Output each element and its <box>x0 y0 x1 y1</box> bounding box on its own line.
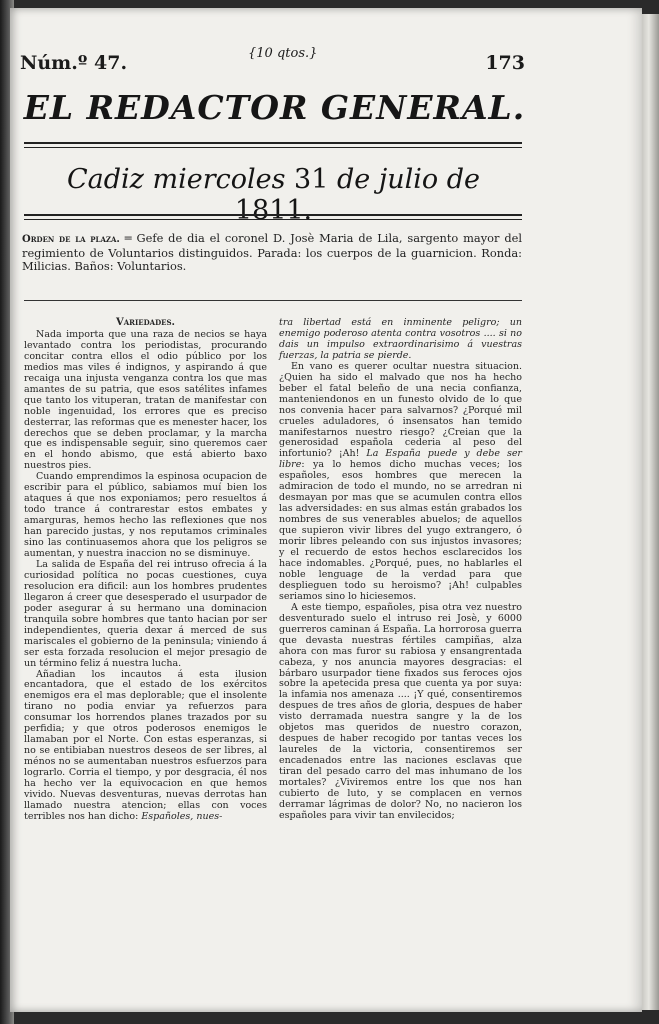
paragraph-text: : ya lo hemos dicho muchas veces; los españoles, esos hombres que merecen la admiracion de todo el mundo, no se arredran ni desmayan por mas que se acumulen contra ellos las adversidades: en sus almas están grabados los nombres de sus venerables abuelos; de aquellos que supieron vivir libres del yugo extrangero, ó morir libres peleando con sus injustos invasores; y el recuerdo de estos hechos esclarecidos los hace indomables. ¿Porqué, pues, no hablarles el noble lenguage de la verdad para que desplieguen todo su heroismo? ¡Ah! culpables seriamos sino lo hiciesemos. <box>279 459 522 602</box>
paragraph: La salida de España del rei intruso ofrecia á la curiosidad política no pocas cuestiones, cuya resolucion era dificil: aun los hombres prudentes llegaron á creer que desesperado el usurpador de poder asegurar á su hermano una dominacion tranquila sobre hombres que tanto hacian por ser independientes, queria dexar á merced de sus mariscales el gobierno de la peninsula; viniendo á ser esta forzada resolucion el mejor presagio de un término feliz á nuestra lucha. <box>24 558 267 669</box>
date-middle: de julio de <box>337 164 480 195</box>
paragraph: A este tiempo, españoles, pisa otra vez nuestro desventurado suelo el intruso rei Josè, y 6000 guerreros caminan á España. La horrorosa guerra que devasta nuestras fértiles campiñas, alza ahora con mas furor su rabiosa y ensangrentada cabeza, y nos anuncia mayores desgracias: el bárbaro usurpador tiene fixados sus feroces ojos sobre la apetecida presa que cuenta ya por suya: la infamia nos amenaza .... ¡Y qué, consentiremos despues de tres años de gloria, despues de haber visto derramada nuestra sangre y la de los objetos mas queridos de nuestro corazon, despues de haber recogido por tantas veces los laureles de la victoria, consentiremos ser encadenados entre las naciones esclavas que tiran del pesado carro del mas inhumano de los mortales? ¿Viviremos entre los que nos han cubierto de luto, y se complacen en vernos derramar lágrimas de dolor? No, no nacieron los españoles para vivir tan envilecidos; <box>279 601 522 821</box>
paragraph: Cuando emprendimos la espinosa ocupacion de escribir para el público, sabiamos muí bien los ataques á que nos exponiamos; pero resueltos á todo trance á contrarestar estos embates y amarguras, hemos hecho las reflexiones que nos han parecido justas, y nos reputamos criminales sino las continuasemos ahora que los peligros se aumentan, y nuestra inaccion no se disminuye. <box>24 471 267 560</box>
page-number: 173 <box>485 52 525 74</box>
article-heading: Variedades. <box>115 317 176 328</box>
paragraph <box>24 670 267 823</box>
orden-label: Orden de la plaza. <box>22 234 120 245</box>
quartos-note: {10 qtos.} <box>248 46 318 61</box>
masthead-header-line <box>20 46 525 78</box>
left-column <box>24 318 267 823</box>
date-prefix: Cadiz miercoles <box>67 164 286 195</box>
paragraph-text: Añadian los incautos á esta ilusion encantadora, que el estado de los exércitos enemigos era el mas deplorable; que el insolente tirano no podia enviar ya refuerzos para consumar los horrendos planes trazados por su perfidia; y que otros poderosos enemigos le llamaban por el Norte. Con estas esperanzas, si no se entibiaban nuestros deseos de ser libres, al ménos no se aumentaban nuestros esfuerzos para lograrlo. Corria el tiempo, y por desgracia, él nos ha hecho ver la equivocacion en que hemos vivido. Nuevas desventuras, nuevas derrotas han llamado nuestra atencion; ellas con voces terribles nos han dicho: <box>24 668 267 822</box>
page-edge <box>642 14 659 1010</box>
paragraph-italic: La España puede y debe ser libre <box>279 448 522 471</box>
paragraph-continuation: tra libertad está en inminente peligro; un enemigo poderoso atenta contra vosotros .... si no dais un impulso extraordinarisimo á vuestras fuerzas, la patria se pierde. <box>279 317 522 361</box>
newspaper-title: EL REDACTOR GENERAL. <box>23 88 526 127</box>
date-divider <box>24 214 522 220</box>
paragraph <box>279 362 522 603</box>
date-day: 31 <box>294 164 329 195</box>
orden-text: ═ Gefe de dia el coronel D. Josè Maria de Lila, sargento mayor del regimiento de Voluntarios distinguidos. Parada: los cuerpos de la guarnicion. Ronda: Milicias. Baños: Voluntarios. <box>22 231 522 273</box>
paragraph: Nada importa que una raza de necios se haya levantado contra los periodistas, procurando concitar contra ellos el odio público por los medios mas viles é indignos, y aspirando á que recaiga una injusta venganza contra los que mas amantes de su patria, que esos satélites infames que tanto los vituperan, tratan de manifestar con noble ingenuidad, los errores que es preciso desterrar, las reformas que es menester hacer, los derechos que se deben proclamar, y la marcha que es indispensable seguir, sino queremos caer en el hondo abismo, que está abierto baxo nuestros pies. <box>24 328 267 472</box>
title-divider <box>24 142 522 148</box>
right-column <box>279 318 522 822</box>
issue-number: Núm.º 47. <box>20 52 128 74</box>
date-year: 1811. <box>234 195 313 226</box>
paragraph-text: En vano es querer ocultar nuestra situacion. ¿Quien ha sido el malvado que nos ha hecho beber el fatal beleño de una necia confianza, manteniendonos en un funesto olvido de lo que nos convenia hacer para salvarnos? ¿Porqué mil crueles aduladores, ó insensatos han temido manifestarnos nuestro riesgo? ¿Creian que la generosidad española cederia al peso del infortunio? ¡Ah! <box>279 360 522 460</box>
paragraph-italic: Españoles, nues- <box>141 810 223 822</box>
section-divider <box>24 300 522 301</box>
orden-de-la-plaza <box>22 232 522 274</box>
